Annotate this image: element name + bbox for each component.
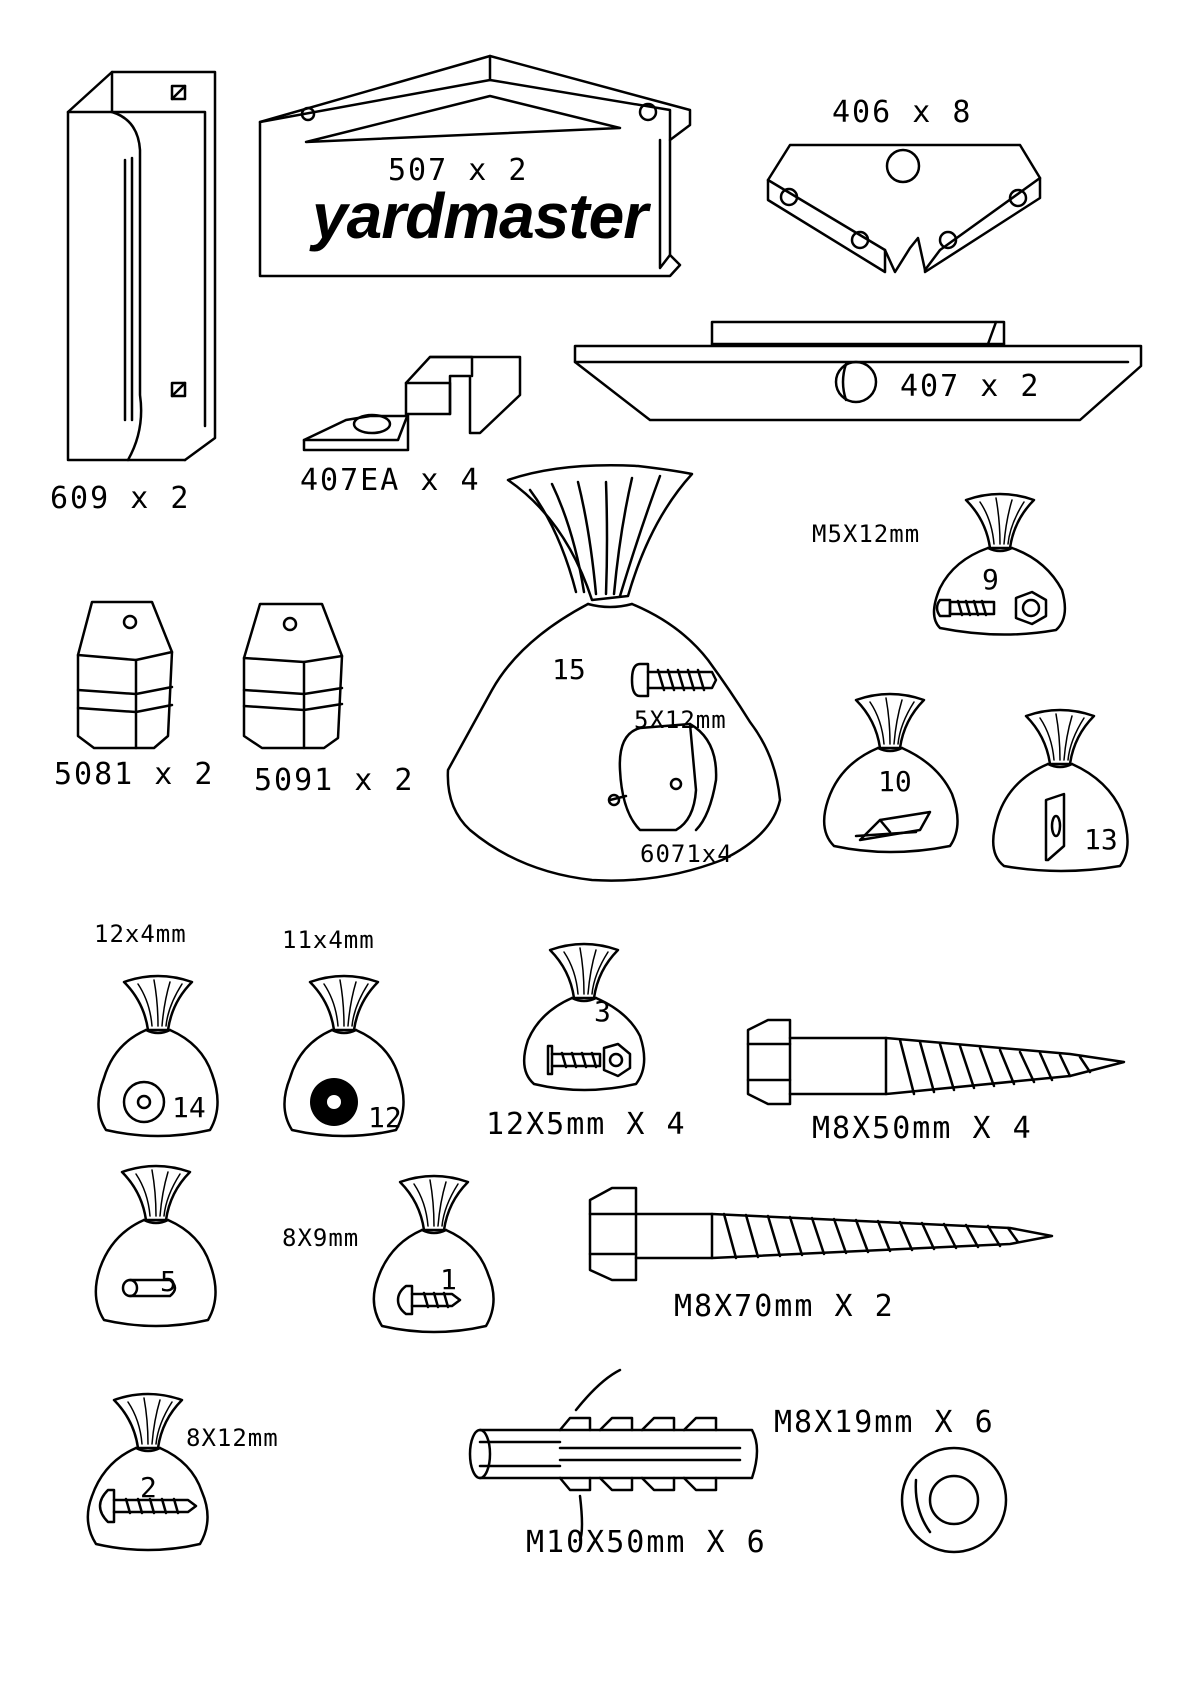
part-609-label: 609 x 2: [50, 481, 191, 516]
bag-12-size: 11x4mm: [282, 926, 375, 954]
wall-plug-m10x50-label: M10X50mm X 6: [526, 1525, 767, 1560]
wall-plug-m10x50-drawing: [470, 1370, 757, 1540]
bag-9-number: 9: [982, 563, 999, 596]
screw-5x12-drawing: [632, 664, 716, 696]
bag-1-drawing: [374, 1176, 494, 1332]
part-507-label: 507 x 2: [388, 153, 529, 188]
part-5091-label: 5091 x 2: [254, 763, 415, 798]
part-407ea-label: 407EA x 4: [300, 463, 481, 498]
bag-3-size: 12X5mm X 4: [486, 1107, 687, 1142]
bag-14-size: 12x4mm: [94, 920, 187, 948]
bag-9-drawing: [934, 494, 1065, 635]
bag-1-size: 8X9mm: [282, 1224, 360, 1252]
part-406-label: 406 x 8: [832, 95, 973, 130]
washer-m8x19-label: M8X19mm X 6: [774, 1405, 995, 1440]
coach-screw-m8x50-label: M8X50mm X 4: [812, 1111, 1033, 1146]
coach-screw-m8x50-drawing: [748, 1020, 1124, 1104]
part-407-label: 407 x 2: [900, 369, 1041, 404]
bag-9-size: M5X12mm: [812, 520, 921, 548]
part-6071-drawing: [609, 724, 716, 830]
part-5081-drawing: [78, 602, 172, 748]
bag-3-number: 3: [594, 995, 611, 1028]
bag-3-drawing: [524, 944, 644, 1090]
bag-1-number: 1: [440, 1263, 457, 1296]
part-407ea-drawing: [304, 357, 520, 450]
part-609-drawing: [68, 72, 215, 460]
coach-screw-m8x70-drawing: [590, 1188, 1052, 1280]
bag-2-number: 2: [140, 1471, 157, 1504]
bag-5-drawing: [96, 1166, 216, 1326]
bag-15-screw-size: 5X12mm: [634, 706, 727, 734]
bag-13-number: 13: [1084, 823, 1118, 856]
bag-2-size: 8X12mm: [186, 1424, 279, 1452]
bag-10-number: 10: [878, 765, 912, 798]
bag-14-number: 14: [172, 1091, 206, 1124]
washer-m8x19-drawing: [902, 1448, 1006, 1552]
bag-12-number: 12: [368, 1101, 402, 1134]
bag-5-number: 5: [160, 1265, 177, 1298]
part-406-drawing: [768, 145, 1040, 272]
part-407-drawing: [575, 322, 1141, 420]
bag-15-drawing: [448, 465, 780, 880]
yardmaster-logo-text: yardmaster: [312, 180, 648, 252]
part-5081-label: 5081 x 2: [54, 757, 215, 792]
part-6071-label: 6071x4: [640, 840, 733, 868]
black-washer-11x4-drawing: [310, 1078, 358, 1126]
bag-15-number: 15: [552, 653, 586, 686]
coach-screw-m8x70-label: M8X70mm X 2: [674, 1289, 895, 1324]
part-5091-drawing: [244, 604, 342, 748]
